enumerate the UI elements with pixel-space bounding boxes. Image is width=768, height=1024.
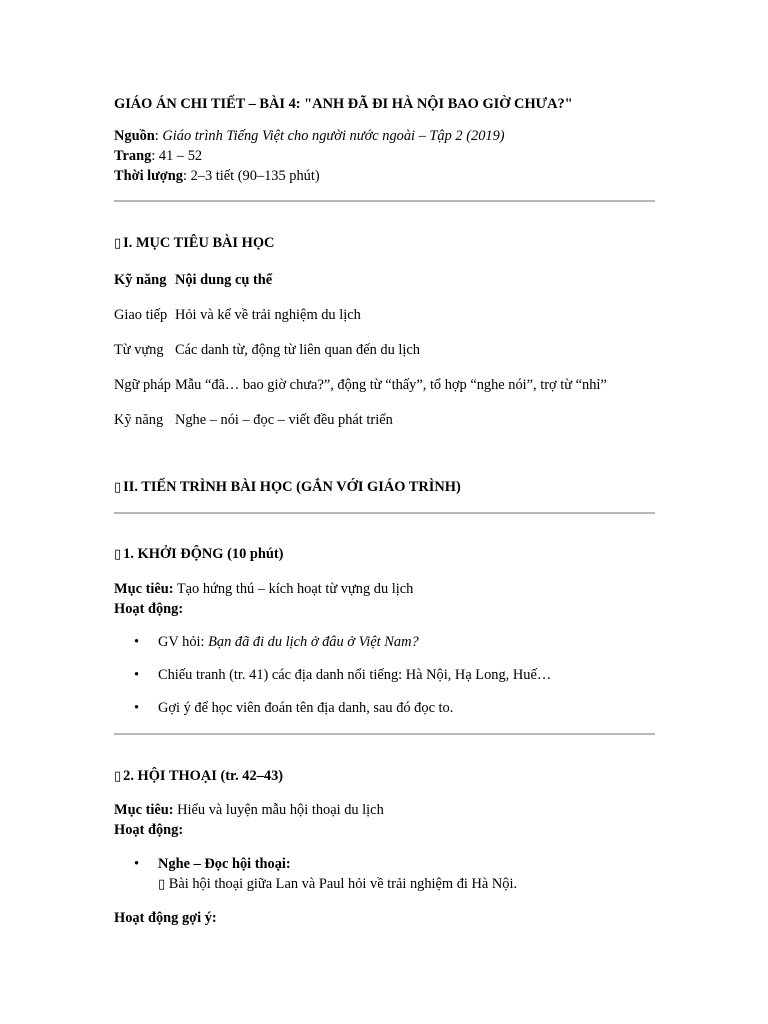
section-heading-process	[114, 477, 461, 497]
activity-label: Hoạt động:	[114, 601, 184, 617]
suggest-label: Hoạt động gợi ý:	[114, 910, 217, 926]
goal-text: Hiểu và luyện mẫu hội thoại du lịch	[173, 802, 384, 818]
table-cell: Giao tiếp	[114, 307, 168, 324]
placeholder-box-icon: ▯	[114, 769, 122, 784]
divider	[114, 733, 655, 735]
meta-duration	[114, 166, 505, 186]
step2-bullet-list	[114, 854, 517, 895]
step2-goal	[114, 800, 384, 820]
goal-label: Mục tiêu:	[114, 802, 174, 818]
step2-activity	[114, 820, 384, 840]
table-cell: Mẫu “đã… bao giờ chưa?”, động từ “thấy”, tổ hợp “nghe nói”, trợ từ “nhỉ”	[174, 377, 607, 394]
step1-goal	[114, 579, 413, 599]
bullet-text: Chiếu tranh (tr. 41) các địa danh nổi tiếng: Hà Nội, Hạ Long, Huế…	[158, 667, 552, 684]
source-label: Nguồn	[114, 128, 155, 144]
goal-label: Mục tiêu:	[114, 581, 174, 597]
step2-goal-block	[114, 800, 384, 840]
bullet-text: Gợi ý để học viên đoán tên địa danh, sau đó đọc to.	[158, 700, 454, 717]
table-header-row	[112, 263, 609, 298]
table-header-content: Nội dung cụ thể	[174, 272, 273, 289]
section-heading-text: I. MỤC TIÊU BÀI HỌC	[123, 235, 275, 251]
activity-label: Hoạt động:	[114, 822, 184, 838]
document-title: GIÁO ÁN CHI TIẾT – BÀI 4: "ANH ĐÃ ĐI HÀ NỘI BAO GIỜ CHƯA?"	[114, 96, 573, 112]
list-item: • Chiếu tranh (tr. 41) các địa danh nổi tiếng: Hà Nội, Hạ Long, Huế…	[134, 667, 552, 684]
step1-goal-block	[114, 579, 413, 619]
bullet-title: Nghe – Đọc hội thoại:	[158, 856, 291, 872]
step1-bullet-list	[114, 632, 551, 718]
table-cell: Kỹ năng	[114, 412, 164, 429]
placeholder-box-icon: ▯	[114, 236, 122, 251]
table-cell: Các danh từ, động từ liên quan đến du lịch	[174, 342, 420, 359]
step-heading-text: 2. HỘI THOẠI (tr. 42–43)	[123, 768, 284, 784]
section-heading-text: II. TIẾN TRÌNH BÀI HỌC (GẮN VỚI GIÁO TRÌNH)	[123, 479, 461, 495]
lesson-meta	[114, 126, 505, 186]
table-cell: Hỏi và kể về trải nghiệm du lịch	[174, 307, 361, 324]
duration-label: Thời lượng	[114, 168, 183, 184]
list-item: • GV hỏi: Bạn đã đi du lịch ở đâu ở Việt Nam?	[134, 634, 419, 650]
step-heading-dialogue	[114, 766, 283, 786]
bullet-italic: Bạn đã đi du lịch ở đâu ở Việt Nam?	[208, 634, 419, 650]
bullet-text: Bài hội thoại giữa Lan và Paul hỏi về trải nghiệm đi Hà Nội.	[168, 876, 518, 892]
divider	[114, 200, 655, 202]
bullet-text: GV hỏi:	[158, 634, 209, 650]
table-header-skill: Kỹ năng	[114, 272, 167, 289]
list-item: • Nghe – Đọc hội thoại: ▯ Bài hội thoại giữa Lan và Paul hỏi về trải nghiệm đi Hà Nội.	[134, 856, 518, 892]
duration-value: : 2–3 tiết (90–135 phút)	[182, 168, 320, 184]
section-heading-objectives	[114, 233, 274, 253]
list-item: • Gợi ý để học viên đoán tên địa danh, sau đó đọc to.	[134, 700, 454, 717]
table-row	[112, 333, 609, 368]
table-row	[112, 403, 609, 438]
step-heading-warmup	[114, 544, 283, 564]
table-cell: Từ vựng	[114, 342, 164, 359]
placeholder-box-icon: ▯	[158, 877, 166, 892]
step1-activity	[114, 599, 413, 619]
table-cell: Ngữ pháp	[114, 377, 171, 394]
goal-text: Tạo hứng thú – kích hoạt từ vựng du lịch	[173, 581, 414, 597]
table-row	[112, 298, 609, 333]
step-heading-text: 1. KHỞI ĐỘNG (10 phút)	[123, 546, 284, 562]
pages-value: : 41 – 52	[151, 148, 203, 164]
meta-pages	[114, 146, 505, 166]
placeholder-box-icon: ▯	[114, 480, 122, 495]
suggested-activity	[114, 908, 217, 928]
placeholder-box-icon: ▯	[114, 547, 122, 562]
divider	[114, 512, 655, 514]
table-row	[112, 368, 609, 403]
meta-source: Nguồn: Giáo trình Tiếng Việt cho người nước ngoài – Tập 2 (2019)	[114, 128, 505, 144]
objectives-table	[112, 263, 609, 438]
source-value: Giáo trình Tiếng Việt cho người nước ngoài – Tập 2 (2019)	[162, 128, 505, 144]
table-cell: Nghe – nói – đọc – viết đều phát triển	[174, 412, 393, 429]
pages-label: Trang	[114, 148, 152, 164]
